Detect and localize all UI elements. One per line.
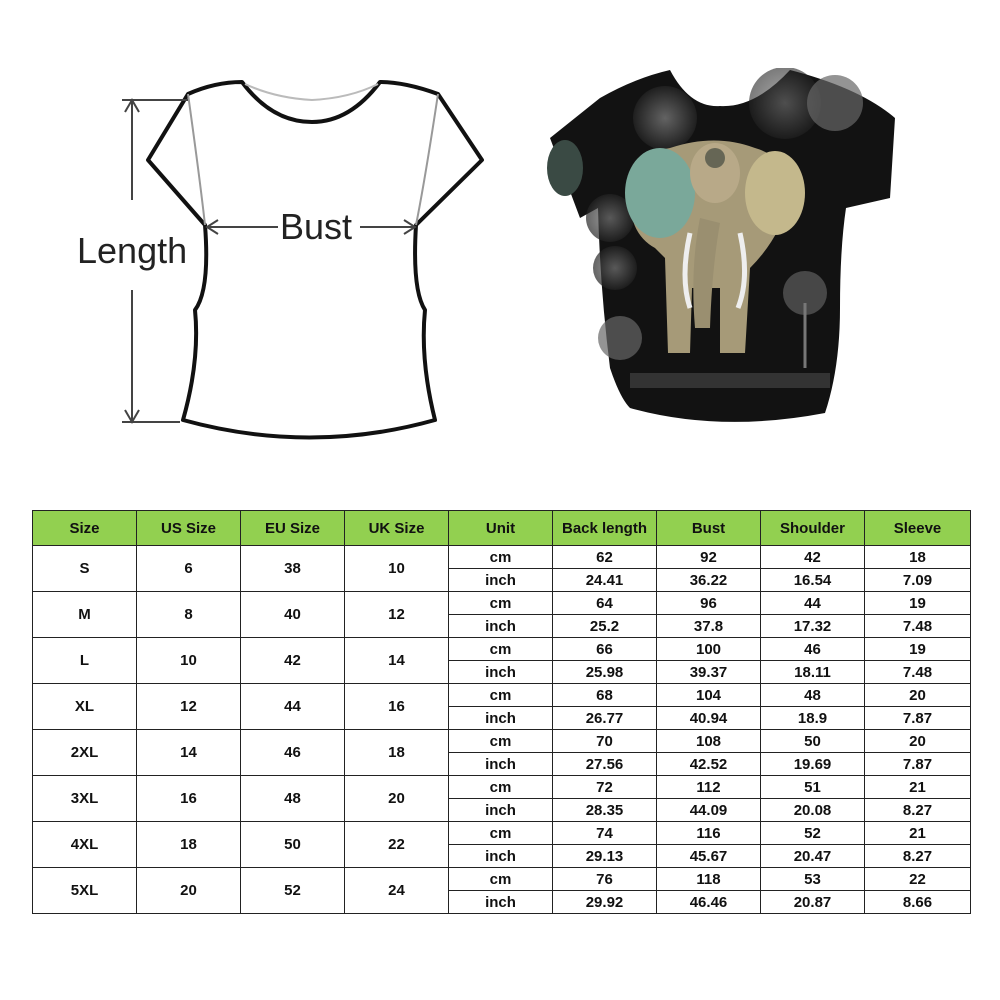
shoulder-cell: 20.87 [761, 891, 865, 914]
shoulder-cell: 19.69 [761, 753, 865, 776]
sleeve-cell: 7.87 [865, 753, 971, 776]
col-header-bust: Bust [657, 511, 761, 546]
back-length-cell: 74 [553, 822, 657, 845]
sleeve-cell: 19 [865, 592, 971, 615]
sleeve-cell: 8.27 [865, 845, 971, 868]
product-image [540, 68, 910, 438]
col-header-size: Size [33, 511, 137, 546]
bust-cell: 36.22 [657, 569, 761, 592]
sleeve-cell: 7.48 [865, 661, 971, 684]
unit-cell: inch [449, 707, 553, 730]
eu-size-cell: 52 [241, 868, 345, 914]
shoulder-cell: 51 [761, 776, 865, 799]
unit-cell: inch [449, 799, 553, 822]
unit-cell: cm [449, 638, 553, 661]
uk-size-cell: 18 [345, 730, 449, 776]
bust-cell: 112 [657, 776, 761, 799]
back-length-cell: 66 [553, 638, 657, 661]
back-length-cell: 26.77 [553, 707, 657, 730]
us-size-cell: 14 [137, 730, 241, 776]
bust-cell: 46.46 [657, 891, 761, 914]
uk-size-cell: 10 [345, 546, 449, 592]
size-cell: L [33, 638, 137, 684]
size-cell: 5XL [33, 868, 137, 914]
bust-cell: 96 [657, 592, 761, 615]
unit-cell: inch [449, 615, 553, 638]
shoulder-cell: 53 [761, 868, 865, 891]
bust-cell: 37.8 [657, 615, 761, 638]
shoulder-cell: 17.32 [761, 615, 865, 638]
table-row [33, 822, 971, 845]
unit-cell: cm [449, 730, 553, 753]
shoulder-cell: 46 [761, 638, 865, 661]
table-header-row [33, 511, 971, 546]
table-row [33, 684, 971, 707]
unit-cell: inch [449, 891, 553, 914]
back-length-cell: 25.2 [553, 615, 657, 638]
sleeve-cell: 20 [865, 684, 971, 707]
shoulder-cell: 18.9 [761, 707, 865, 730]
sleeve-cell: 8.27 [865, 799, 971, 822]
unit-cell: cm [449, 592, 553, 615]
col-header-shoulder: Shoulder [761, 511, 865, 546]
shoulder-cell: 20.08 [761, 799, 865, 822]
table-row [33, 546, 971, 569]
back-length-cell: 24.41 [553, 569, 657, 592]
bust-cell: 104 [657, 684, 761, 707]
size-cell: XL [33, 684, 137, 730]
eu-size-cell: 44 [241, 684, 345, 730]
bust-cell: 40.94 [657, 707, 761, 730]
table-row [33, 868, 971, 891]
bust-cell: 92 [657, 546, 761, 569]
unit-cell: cm [449, 776, 553, 799]
sleeve-cell: 7.48 [865, 615, 971, 638]
unit-cell: cm [449, 546, 553, 569]
back-length-cell: 68 [553, 684, 657, 707]
sleeve-cell: 8.66 [865, 891, 971, 914]
sleeve-cell: 20 [865, 730, 971, 753]
size-cell: 4XL [33, 822, 137, 868]
eu-size-cell: 50 [241, 822, 345, 868]
back-length-cell: 29.92 [553, 891, 657, 914]
shoulder-cell: 52 [761, 822, 865, 845]
shoulder-cell: 44 [761, 592, 865, 615]
back-length-cell: 25.98 [553, 661, 657, 684]
table-row [33, 776, 971, 799]
sleeve-cell: 18 [865, 546, 971, 569]
us-size-cell: 18 [137, 822, 241, 868]
unit-cell: inch [449, 753, 553, 776]
sleeve-cell: 22 [865, 868, 971, 891]
uk-size-cell: 14 [345, 638, 449, 684]
back-length-cell: 70 [553, 730, 657, 753]
bust-cell: 118 [657, 868, 761, 891]
us-size-cell: 8 [137, 592, 241, 638]
uk-size-cell: 16 [345, 684, 449, 730]
length-label: Length [77, 230, 188, 271]
col-header-eu-size: EU Size [241, 511, 345, 546]
us-size-cell: 12 [137, 684, 241, 730]
eu-size-cell: 46 [241, 730, 345, 776]
back-length-cell: 29.13 [553, 845, 657, 868]
table-row [33, 638, 971, 661]
elephant-mandala-tshirt-icon [540, 68, 910, 438]
unit-cell: inch [449, 845, 553, 868]
eu-size-cell: 40 [241, 592, 345, 638]
us-size-cell: 10 [137, 638, 241, 684]
sleeve-cell: 7.09 [865, 569, 971, 592]
bust-cell: 42.52 [657, 753, 761, 776]
table-row [33, 730, 971, 753]
sleeve-cell: 7.87 [865, 707, 971, 730]
sleeve-cell: 21 [865, 776, 971, 799]
back-length-cell: 72 [553, 776, 657, 799]
back-length-cell: 62 [553, 546, 657, 569]
bust-label: Bust [280, 206, 353, 247]
back-length-cell: 64 [553, 592, 657, 615]
unit-cell: cm [449, 684, 553, 707]
size-cell: 3XL [33, 776, 137, 822]
bust-cell: 108 [657, 730, 761, 753]
back-length-cell: 27.56 [553, 753, 657, 776]
unit-cell: inch [449, 569, 553, 592]
uk-size-cell: 12 [345, 592, 449, 638]
shoulder-cell: 50 [761, 730, 865, 753]
unit-cell: cm [449, 868, 553, 891]
back-length-cell: 28.35 [553, 799, 657, 822]
shoulder-cell: 48 [761, 684, 865, 707]
col-header-uk-size: UK Size [345, 511, 449, 546]
sleeve-cell: 19 [865, 638, 971, 661]
col-header-sleeve: Sleeve [865, 511, 971, 546]
bust-cell: 44.09 [657, 799, 761, 822]
shoulder-cell: 20.47 [761, 845, 865, 868]
measurement-diagram [60, 60, 510, 460]
col-header-back-length: Back length [553, 511, 657, 546]
size-cell: 2XL [33, 730, 137, 776]
us-size-cell: 20 [137, 868, 241, 914]
us-size-cell: 16 [137, 776, 241, 822]
unit-cell: inch [449, 661, 553, 684]
shoulder-cell: 16.54 [761, 569, 865, 592]
uk-size-cell: 22 [345, 822, 449, 868]
eu-size-cell: 48 [241, 776, 345, 822]
size-cell: M [33, 592, 137, 638]
us-size-cell: 6 [137, 546, 241, 592]
back-length-cell: 76 [553, 868, 657, 891]
col-header-unit: Unit [449, 511, 553, 546]
shoulder-cell: 18.11 [761, 661, 865, 684]
uk-size-cell: 20 [345, 776, 449, 822]
unit-cell: cm [449, 822, 553, 845]
bust-cell: 39.37 [657, 661, 761, 684]
bust-cell: 116 [657, 822, 761, 845]
bust-cell: 45.67 [657, 845, 761, 868]
table-row [33, 592, 971, 615]
eu-size-cell: 38 [241, 546, 345, 592]
size-chart-table [32, 510, 971, 914]
col-header-us-size: US Size [137, 511, 241, 546]
shoulder-cell: 42 [761, 546, 865, 569]
eu-size-cell: 42 [241, 638, 345, 684]
sleeve-cell: 21 [865, 822, 971, 845]
size-cell: S [33, 546, 137, 592]
uk-size-cell: 24 [345, 868, 449, 914]
bust-cell: 100 [657, 638, 761, 661]
